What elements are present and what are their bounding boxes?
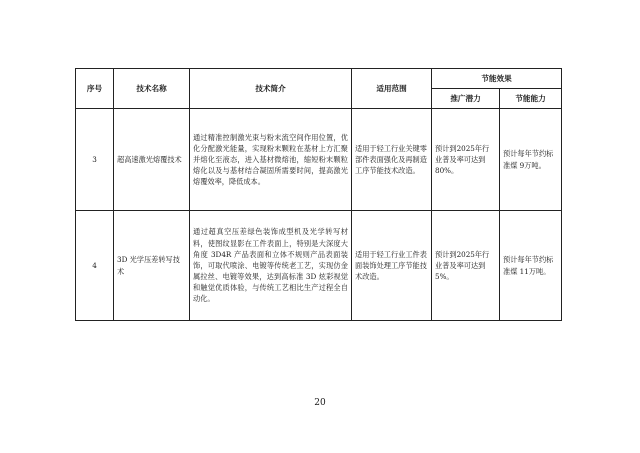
energy-saving-capacity: 预计每年节约标准煤 11万吨。	[500, 211, 562, 321]
technology-name: 超高速激光熔覆技术	[114, 109, 190, 211]
technology-table	[75, 68, 562, 321]
page-number: 20	[314, 398, 326, 408]
application-scope: 适用于轻工行业工件表面装饰处理工序节能技术改造。	[352, 211, 432, 321]
application-scope: 适用于轻工行业关键零部件表面强化及再制造工序节能技术改造。	[352, 109, 432, 211]
header-no: 序号	[76, 69, 114, 109]
table-row	[76, 211, 562, 321]
promotion-potential: 预计到2025年行业普及率可达到80%。	[432, 109, 500, 211]
header-desc: 技术简介	[190, 69, 352, 109]
header-effect: 节能效果	[432, 69, 562, 89]
header-potential: 推广潜力	[432, 89, 500, 109]
promotion-potential: 预计到2025年行业普及率可达到5%。	[432, 211, 500, 321]
header-capacity: 节能能力	[500, 89, 562, 109]
table-row	[76, 109, 562, 211]
header-name: 技术名称	[114, 69, 190, 109]
technology-description: 通过超真空压差绿色装饰成型机及光学转写材料，使图纹显影在工件表面上，特别是大深度大角度 3D4R 产品表面和立体不规则产品表面装饰，可取代喷涂、电镀等传统老工艺，实现仿金属拉丝、电镀等效果，达到高标准 3D 炫彩视觉和触觉优质体验，与传统工艺相比生产过程全自动化。	[190, 211, 352, 321]
header-scope: 适用范围	[352, 69, 432, 109]
technology-name: 3D 光学压差转写技术	[114, 211, 190, 321]
row-number: 4	[76, 211, 114, 321]
technology-description: 通过精准控制激光束与粉末流空间作用位置，优化分配激光能量，实现粉末颗粒在基材上方汇聚并熔化至液态，进入基材微熔池，缩短粉末颗粒熔化以及与基材结合凝固所需要时间，提高激光熔覆效率，降低成本。	[190, 109, 352, 211]
energy-saving-capacity: 预计每年节约标准煤 9万吨。	[500, 109, 562, 211]
row-number: 3	[76, 109, 114, 211]
